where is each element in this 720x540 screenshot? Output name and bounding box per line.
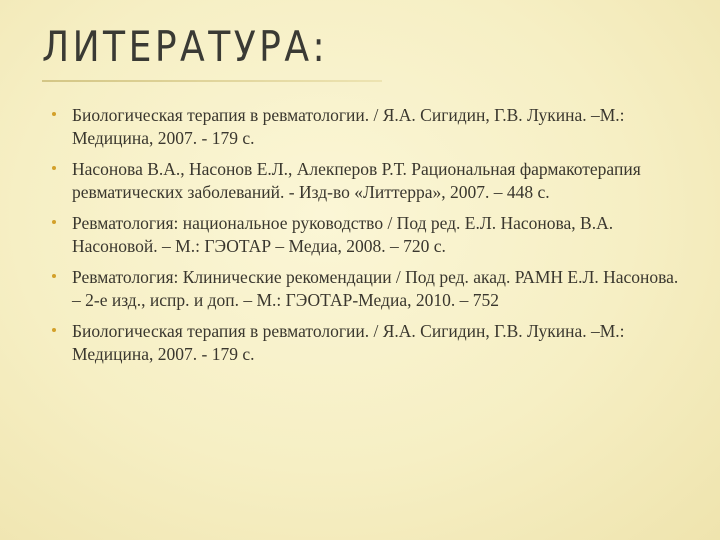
reference-text: Ревматология: национальное руководство / Под ред. Е.Л. Насонова, В.А. Насоновой. – М.: ГЭОТАР – Медиа, 2008. – 720 с.: [72, 213, 614, 256]
title-underline: [42, 80, 382, 82]
slide-title: ЛИТЕРАТУРА:: [42, 22, 329, 71]
bullet-icon: [52, 112, 56, 116]
reference-text: Насонова В.А., Насонов Е.Л., Алекперов Р.Т. Рациональная фармакотерапия ревматических заболеваний. - Изд-во «Литтерра», 2007. – 448 с.: [72, 159, 641, 202]
reference-list: [40, 104, 680, 374]
bullet-icon: [52, 166, 56, 170]
reference-item: [40, 104, 680, 150]
bullet-icon: [52, 274, 56, 278]
reference-text: Биологическая терапия в ревматологии. / Я.А. Сигидин, Г.В. Лукина. –М.: Медицина, 2007. - 179 с.: [72, 321, 625, 364]
bullet-icon: [52, 328, 56, 332]
reference-item: [40, 212, 680, 258]
bullet-icon: [52, 220, 56, 224]
reference-item: [40, 266, 680, 312]
reference-text: Биологическая терапия в ревматологии. / Я.А. Сигидин, Г.В. Лукина. –М.: Медицина, 2007. - 179 с.: [72, 105, 625, 148]
reference-item: [40, 320, 680, 366]
reference-item: [40, 158, 680, 204]
reference-text: Ревматология: Клинические рекомендации / Под ред. акад. РАМН Е.Л. Насонова. – 2-е изд., испр. и доп. – М.: ГЭОТАР-Медиа, 2010. – 752: [72, 267, 679, 310]
